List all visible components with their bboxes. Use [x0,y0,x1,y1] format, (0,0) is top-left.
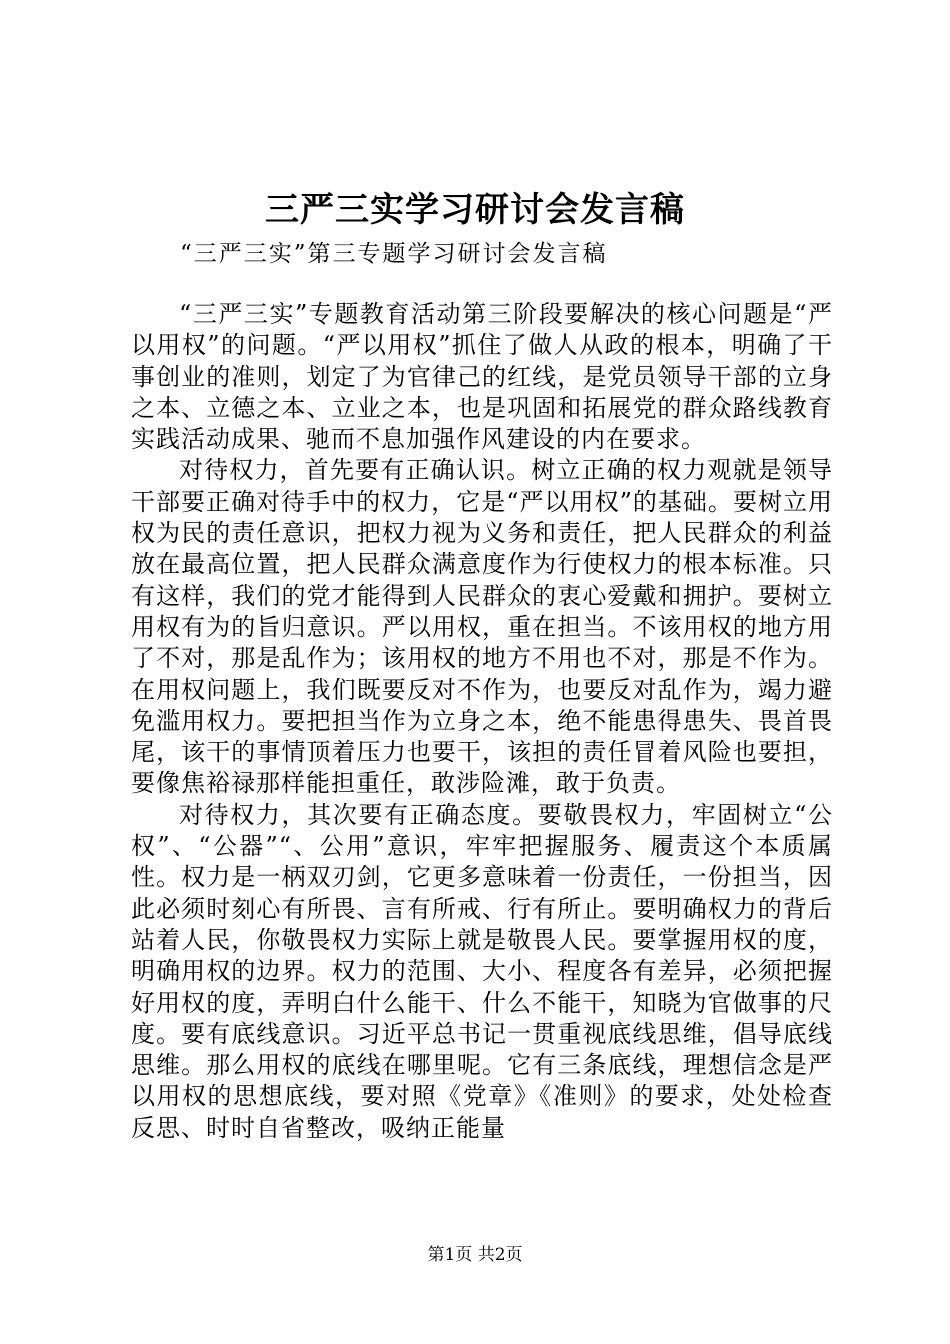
document-body [131,299,833,1144]
paragraph: “三严三实”专题教育活动第三阶段要解决的核心问题是“严以用权”的问题。“严以用权”抓住了做人从政的根本，明确了干事创业的准则，划定了为官律己的红线，是党员领导干部的立身之本、立德之本、立业之本，也是巩固和拓展党的群众路线教育实践活动成果、驰而不息加强作风建设的内在要求。 [131,300,833,454]
page-footer: 第1页 共2页 [427,1245,523,1265]
document-subtitle: “三严三实”第三专题学习研讨会发言稿 [180,241,608,267]
document-title: 三严三实学习研讨会发言稿 [265,190,685,230]
paragraph: 对待权力，其次要有正确态度。要敬畏权力，牢固树立“公权”、“公器”“、公用”意识，牢牢把握服务、履责这个本质属性。权力是一柄双刃剑，它更多意味着一份责任，一份担当，因此必须时刻心有所畏、言有所戒、行有所止。要明确权力的背后站着人民，你敬畏权力实际上就是敬畏人民。要掌握用权的度，明确用权的边界。权力的范围、大小、程度各有差异，必须把握好用权的度，弄明白什么能干、什么不能干，知晓为官做事的尺度。要有底线意识。习近平总书记一贯重视底线思维，倡导底线思维。那么用权的底线在哪里呢。它有三条底线，理想信念是严以用权的思想底线，要对照《党章》《准则》的要求，处处检查反思、时时自省整改，吸纳正能量 [131,800,833,1142]
paragraph: 对待权力，首先要有正确认识。树立正确的权力观就是领导干部要正确对待手中的权力，它是“严以用权”的基础。要树立用权为民的责任意识，把权力视为义务和责任，把人民群众的利益放在最高位置，把人民群众满意度作为行使权力的根本标准。只有这样，我们的党才能得到人民群众的衷心爱戴和拥护。要树立用权有为的旨归意识。严以用权，重在担当。不该用权的地方用了不对，那是乱作为；该用权的地方不用也不对，那是不作为。在用权问题上，我们既要反对不作为，也要反对乱作为，竭力避免滥用权力。要把担当作为立身之本，绝不能患得患失、畏首畏尾，该干的事情顶着压力也要干，该担的责任冒着风险也要担，要像焦裕禄那样能担重任，敢涉险滩，敢于负责。 [131,456,833,798]
